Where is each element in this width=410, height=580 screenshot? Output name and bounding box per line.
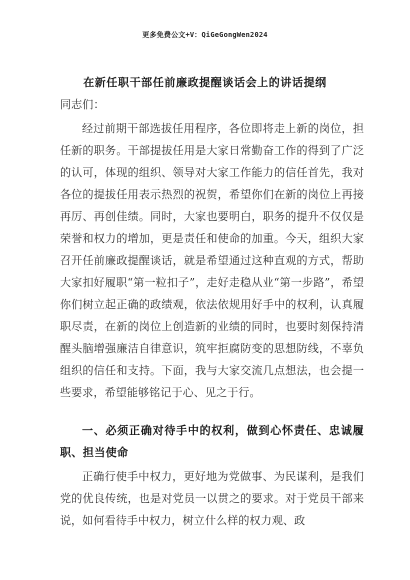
document-title: 在新任职干部任前廉政提醒谈话会上的讲话提纲 <box>83 76 327 89</box>
body-paragraph: 经过前期干部选拔任用程序，各位即将走上新的岗位，担任新的职务。干部提拔任用是大家日常勤奋工作的得到了广泛的认可，体现的组织、领导对大家工作能力的信任首先，我对各位的提拔任用表示热烈的祝贺，希望你们在新的岗位上再接再厉、再创佳绩。同时，大家也要明白，职务的提升不仅仅是荣誉和权力的增加，更是责任和使命的加重。今天，组织大家召开任前廉政提醒谈话，就是希望通过这种直观的方式，帮助大家扣好履职“第一粒扣子”，走好走稳从业“第一步路”，希望你们树立起正确的政绩观，依法依规用好手中的权利，认真履职尽责，在新的岗位上创造新的业绩的同时，也要时刻保持清醒头脑增强廉洁自律意识，筑牢拒腐防变的思想防线，不辜负组织的信任和支持。下面，我与大家交流几点想法，也会提一些要求，希望能够铭记于心、见之于行。 <box>60 122 364 399</box>
header-promo-note: 更多免费公文+V：QiGeGongWen2024 <box>142 31 268 39</box>
salutation: 同志们： <box>60 98 105 111</box>
section-heading: 一、必须正确对待手中的权利，做到心怀责任、忠诚履职、担当使命 <box>60 424 364 459</box>
section-paragraph: 正确行使手中权力，更好地为党做事、为民谋利，是我们党的优良传统，也是对党员一以贯之的要求。对于党员干部来说，如何看待手中权力，树立什么样的权力观、政 <box>60 470 364 527</box>
